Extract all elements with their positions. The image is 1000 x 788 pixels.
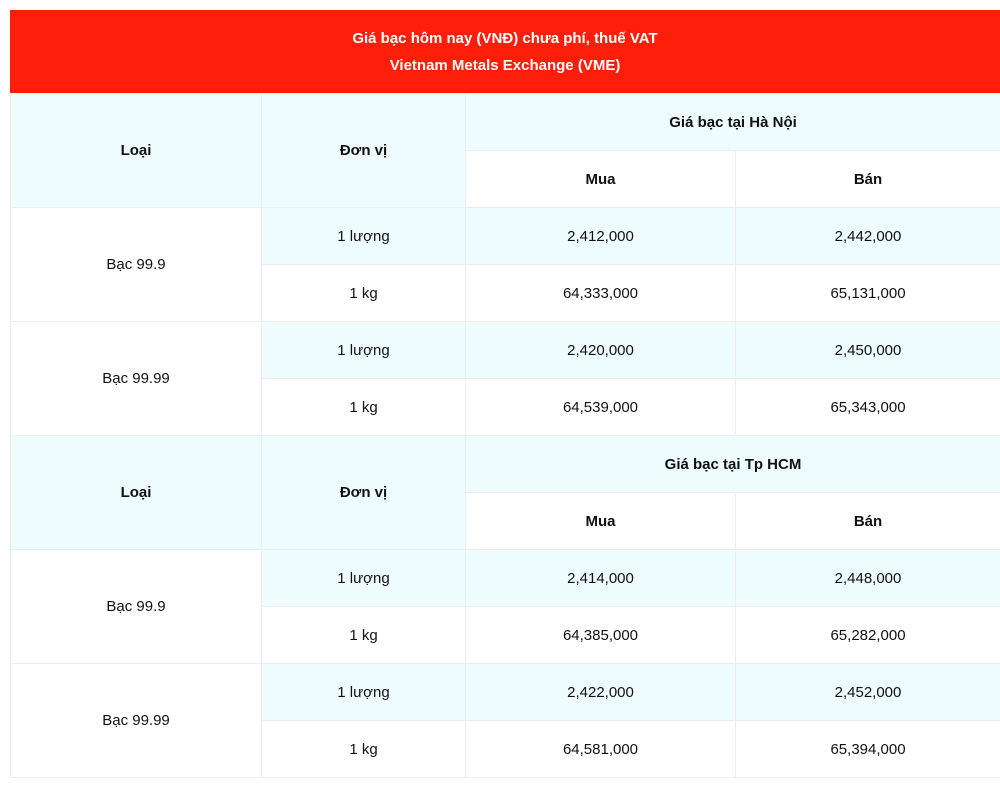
sell-price: 65,282,000: [736, 607, 1000, 664]
unit-cell: 1 kg: [262, 607, 466, 664]
unit-cell: 1 kg: [262, 379, 466, 436]
buy-price: 64,581,000: [466, 721, 736, 778]
buy-price: 2,412,000: [466, 208, 736, 265]
sell-price: 65,394,000: [736, 721, 1000, 778]
sell-header: Bán: [736, 493, 1000, 550]
unit-cell: 1 lượng: [262, 664, 466, 721]
silver-price-widget: [10, 10, 1000, 778]
unit-cell: 1 lượng: [262, 322, 466, 379]
product-name: Bạc 99.99: [11, 322, 262, 436]
product-name: Bạc 99.99: [11, 664, 262, 778]
sell-price: 65,343,000: [736, 379, 1000, 436]
table-row: [11, 322, 1000, 379]
unit-header: Đơn vị: [262, 436, 466, 550]
sell-price: 65,131,000: [736, 265, 1000, 322]
sell-header: Bán: [736, 151, 1000, 208]
buy-price: 2,422,000: [466, 664, 736, 721]
type-header: Loại: [11, 436, 262, 550]
sell-price: 2,450,000: [736, 322, 1000, 379]
buy-price: 64,539,000: [466, 379, 736, 436]
table-row: [11, 550, 1000, 607]
unit-cell: 1 kg: [262, 265, 466, 322]
product-name: Bạc 99.9: [11, 208, 262, 322]
buy-header: Mua: [466, 151, 736, 208]
header-row: [11, 436, 1000, 493]
sell-price: 2,452,000: [736, 664, 1000, 721]
buy-header: Mua: [466, 493, 736, 550]
banner-subtitle: Vietnam Metals Exchange (VME): [389, 56, 621, 74]
region-header: Giá bạc tại Tp HCM: [466, 436, 1000, 493]
sell-price: 2,442,000: [736, 208, 1000, 265]
table-row: [11, 208, 1000, 265]
region-header: Giá bạc tại Hà Nội: [466, 94, 1000, 151]
buy-price: 2,414,000: [466, 550, 736, 607]
header-row: [11, 94, 1000, 151]
buy-price: 2,420,000: [466, 322, 736, 379]
type-header: Loại: [11, 94, 262, 208]
sell-price: 2,448,000: [736, 550, 1000, 607]
table-body: [11, 94, 1000, 778]
unit-cell: 1 kg: [262, 721, 466, 778]
unit-cell: 1 lượng: [262, 550, 466, 607]
table-row: [11, 664, 1000, 721]
unit-cell: 1 lượng: [262, 208, 466, 265]
product-name: Bạc 99.9: [11, 550, 262, 664]
banner-title: Giá bạc hôm nay (VNĐ) chưa phí, thuế VAT: [352, 29, 658, 47]
buy-price: 64,333,000: [466, 265, 736, 322]
buy-price: 64,385,000: [466, 607, 736, 664]
silver-price-table: [10, 93, 1000, 778]
price-banner: [10, 10, 1000, 93]
unit-header: Đơn vị: [262, 94, 466, 208]
